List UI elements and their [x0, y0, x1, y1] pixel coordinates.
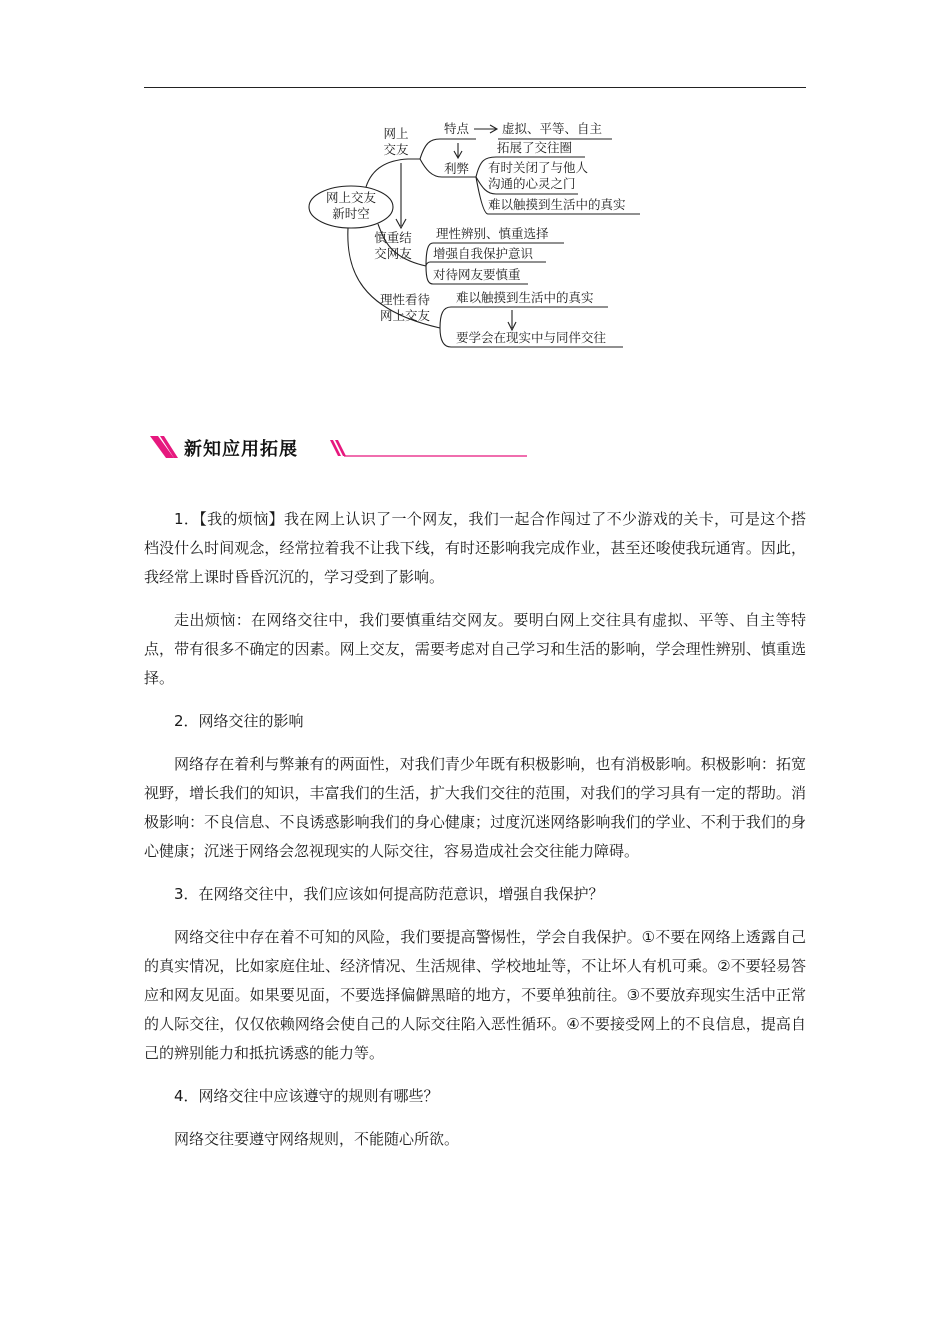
node-rational-1: 难以触摸到生活中的真实 — [456, 290, 594, 305]
node-con-2: 难以触摸到生活中的真实 — [488, 197, 626, 212]
node-rational-2: 要学会在现实中与同伴交往 — [456, 330, 607, 345]
mind-center-label: 网上交友 新时空 — [325, 190, 376, 221]
node-con-1: 有时关闭了与他人 沟通的心灵之门 — [488, 160, 589, 191]
mind-map — [0, 0, 950, 380]
mind-map-lines — [0, 0, 950, 380]
paragraph-3: 网络存在着利与弊兼有的两面性，对我们青少年既有积极影响，也有消极影响。积极影响：拓宽视野，增长我们的知识，丰富我们的生活，扩大我们交往的范围，对我们的学习具有一定的帮助。消极影响：不良信息、不良诱惑影响我们的身心健康；过度沉迷网络影响我们的学业、不利于我们的身心健康；沉迷于网络会忽视现实的人际交往，容易造成社会交往能力障碍。 — [144, 755, 806, 860]
paragraph-5: 网络交往要遵守网络规则，不能随心所欲。 — [174, 1130, 460, 1148]
question-4: 4．网络交往中应该遵守的规则有哪些？ — [174, 1087, 439, 1105]
document-body — [144, 505, 806, 1154]
section-header — [144, 432, 534, 462]
node-careful-1: 理性辨别、慎重选择 — [436, 226, 549, 241]
branch-online-friends: 网上 交友 — [383, 126, 409, 157]
branch-careful-friends: 慎重结 交网友 — [374, 230, 412, 261]
branch-rational-view: 理性看待 网上交友 — [379, 292, 430, 323]
paragraph-4: 网络交往中存在着不可知的风险，我们要提高警惕性，学会自我保护。①不要在网络上透露自己的真实情况，比如家庭住址、经济情况、生活规律、学校地址等，不让坏人有机可乘。②不要轻易答应和网友见面。如果要见面，不要选择偏僻黑暗的地方，不要单独前往。③不要放弃现实生活中正常的人际交往，仅仅依赖网络会使自己的人际交往陷入恶性循环。④不要接受网上的不良信息，提高自己的辨别能力和抵抗诱惑的能力等。 — [144, 928, 806, 1062]
node-careful-3: 对待网友要慎重 — [433, 267, 521, 282]
node-features: 特点 — [444, 121, 470, 136]
node-features-value: 虚拟、平等、自主 — [502, 121, 603, 136]
node-pros-cons: 利弊 — [444, 161, 470, 176]
paragraph-2: 走出烦恼：在网络交往中，我们要慎重结交网友。要明白网上交往具有虚拟、平等、自主等特点，带有很多不确定的因素。网上交友，需要考虑对自己学习和生活的影响，学会理性辨别、慎重选择。 — [144, 611, 806, 687]
node-pro-1: 拓展了交往圈 — [497, 140, 573, 155]
question-3: 3．在网络交往中，我们应该如何提高防范意识，增强自我保护？ — [174, 885, 604, 903]
section-title: 新知应用拓展 — [184, 439, 298, 460]
node-careful-2: 增强自我保护意识 — [433, 246, 534, 261]
question-2: 2．网络交往的影响 — [174, 712, 304, 730]
paragraph-1: 1．【我的烦恼】我在网上认识了一个网友，我们一起合作闯过了不少游戏的关卡，可是这个搭档没什么时间观念，经常拉着我不让我下线，有时还影响我完成作业，甚至还唆使我玩通宵。因此，我经常上课时昏昏沉沉的，学习受到了影响。 — [144, 510, 806, 586]
